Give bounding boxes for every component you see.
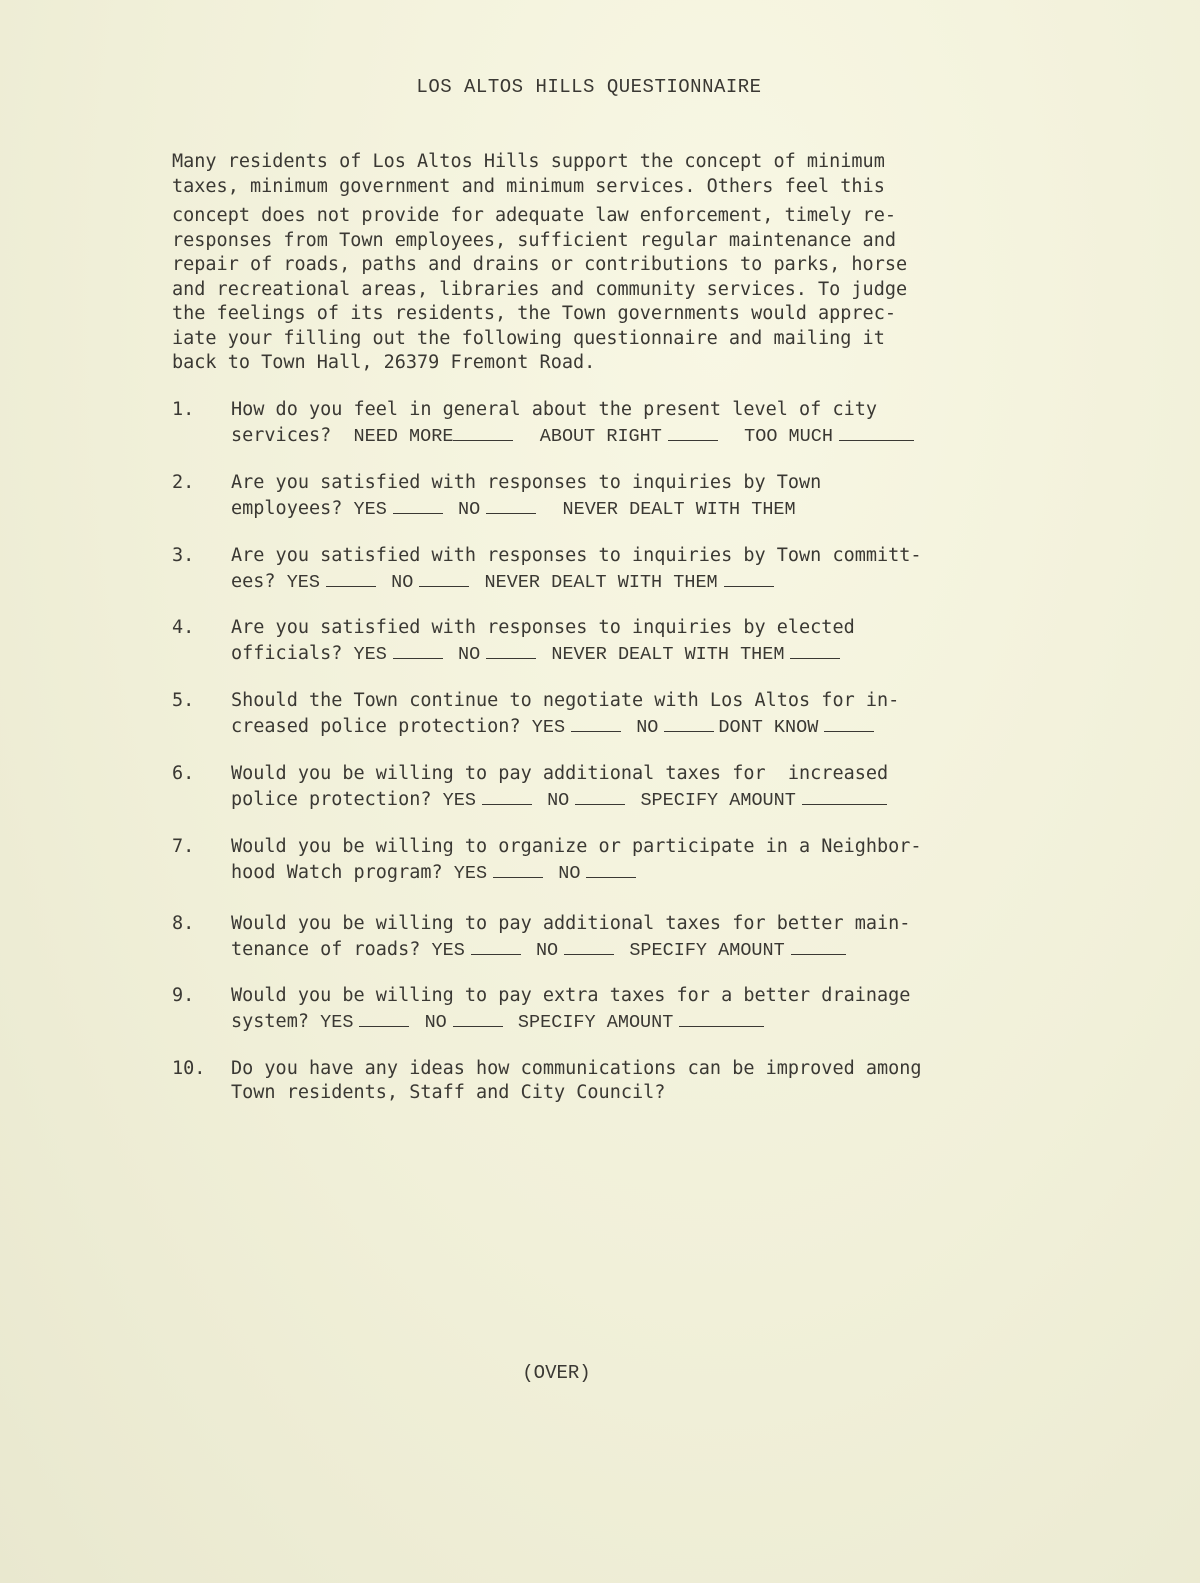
question-3 (172, 544, 1012, 617)
option-label: NEVER DEALT WITH THEM (551, 644, 785, 666)
option-label: YES (286, 571, 321, 593)
question-number: 3. (172, 544, 195, 566)
option-label: NO (636, 717, 659, 739)
question-answer-line (231, 936, 1011, 963)
question-number: 5. (172, 690, 195, 712)
question-text: Do you have any ideas how communications can be improved among (231, 1058, 922, 1080)
answer-blank[interactable] (802, 786, 887, 805)
answer-blank[interactable] (575, 786, 625, 805)
question-number: 8. (172, 912, 195, 934)
answer-blank[interactable] (664, 713, 714, 732)
question-number: 2. (172, 471, 195, 493)
answer-blank[interactable] (326, 568, 376, 587)
question-text: Would you be willing to organize or participate in a Neighbor- (231, 835, 922, 857)
option-label: YES (320, 1012, 354, 1034)
question-text-cont: Town residents, Staff and City Council? (231, 1082, 666, 1104)
question-6 (172, 762, 1012, 835)
intro-line: back to Town Hall, 26379 Fremont Road. (172, 352, 596, 373)
question-answer-line (231, 859, 1011, 886)
option-label: YES (453, 862, 488, 884)
question-answer-line (231, 568, 1011, 595)
option-label: YES (353, 644, 387, 666)
option-label: YES (442, 789, 476, 811)
answer-blank[interactable] (482, 786, 532, 805)
answer-blank[interactable] (486, 495, 536, 514)
answer-blank[interactable] (393, 495, 443, 514)
option-label: NO (424, 1012, 447, 1034)
option-label: NO (391, 571, 414, 593)
answer-blank[interactable] (471, 936, 521, 955)
answer-blank[interactable] (486, 640, 536, 659)
question-text: Would you be willing to pay additional taxes for increased (231, 762, 889, 784)
question-number: 7. (172, 835, 195, 857)
question-text: How do you feel in general about the present level of city (231, 399, 878, 420)
question-answer-line (231, 786, 1011, 813)
intro-line: repair of roads, paths and drains or contributions to parks, horse (172, 254, 908, 275)
question-answer-line (231, 640, 1011, 667)
intro-paragraph (172, 150, 992, 376)
answer-blank[interactable] (839, 422, 914, 441)
option-label: SPECIFY AMOUNT (640, 789, 796, 811)
answer-blank[interactable] (586, 859, 636, 878)
question-text-cont: system? (231, 1011, 309, 1033)
intro-line: Many residents of Los Altos Hills support the concept of minimum (172, 151, 885, 172)
question-answer-line (231, 1008, 1011, 1035)
option-label: NEVER DEALT WITH THEM (562, 498, 796, 520)
answer-blank[interactable] (359, 1008, 409, 1027)
option-label: SPECIFY AMOUNT (517, 1012, 674, 1034)
option-label: YES (531, 717, 566, 739)
option-label: YES (431, 939, 465, 961)
question-answer-line (231, 713, 1011, 740)
intro-line: taxes, minimum government and minimum services. Others feel this (172, 175, 885, 197)
intro-line: iate your filling out the following questionnaire and mailing it (172, 327, 885, 349)
question-10 (172, 1057, 1012, 1130)
question-number: 6. (172, 762, 195, 784)
question-2 (172, 471, 1012, 544)
answer-blank[interactable] (790, 640, 840, 659)
option-label: NO (547, 789, 570, 811)
question-4 (172, 616, 1012, 689)
option-label: NEVER DEALT WITH THEM (484, 571, 718, 593)
option-label: DONT KNOW (718, 717, 819, 739)
option-label: NO (535, 939, 559, 961)
answer-blank[interactable] (571, 713, 621, 732)
question-8 (172, 912, 1012, 985)
question-text: Would you be willing to pay additional taxes for better main- (231, 912, 911, 934)
option-label: NO (558, 862, 581, 884)
question-text-cont: officials? (231, 643, 343, 665)
answer-blank[interactable] (668, 422, 718, 441)
question-text-cont: services? (231, 425, 332, 446)
question-text: Are you satisfied with responses to inquiries by elected (231, 617, 855, 639)
question-answer-line (231, 495, 1011, 522)
intro-line: concept does not provide for adequate law enforcement, timely re- (172, 205, 896, 226)
answer-blank[interactable] (453, 422, 513, 441)
intro-line: the feelings of its residents, the Town governments would apprec- (172, 303, 896, 324)
question-5 (172, 689, 1012, 762)
question-list (172, 398, 1012, 1126)
question-1 (172, 398, 1012, 471)
question-text-cont: creased police protection? (231, 716, 521, 738)
option-label: YES (353, 498, 387, 520)
option-label: TOO MUCH (744, 426, 833, 447)
option-label: NO (457, 644, 481, 666)
question-answer-line (231, 422, 1011, 449)
intro-line: and recreational areas, libraries and community services. To judge (172, 278, 908, 300)
option-label: SPECIFY AMOUNT (629, 939, 785, 961)
question-text-cont: ees? (231, 570, 276, 592)
question-number: 1. (172, 399, 195, 420)
option-label: ABOUT RIGHT (539, 426, 662, 447)
question-text-cont: police protection? (231, 788, 432, 810)
answer-blank[interactable] (493, 859, 543, 878)
option-label: NO (457, 498, 481, 520)
question-number: 9. (172, 985, 195, 1007)
question-7 (172, 835, 1012, 908)
answer-blank[interactable] (724, 568, 774, 587)
question-text: Should the Town continue to negotiate with Los Altos for in- (231, 690, 900, 712)
question-text-cont: employees? (231, 497, 343, 519)
question-text-cont: hood Watch program? (231, 861, 443, 883)
question-number: 10. (172, 1058, 206, 1080)
question-text-cont: tenance of roads? (231, 938, 421, 960)
answer-blank[interactable] (419, 568, 469, 587)
question-9 (172, 984, 1012, 1057)
question-text: Are you satisfied with responses to inquiries by Town (231, 471, 822, 493)
over-note: (OVER) (522, 1362, 591, 1384)
option-label: NEED MORE (353, 426, 454, 447)
answer-blank[interactable] (791, 936, 846, 955)
answer-blank[interactable] (393, 640, 443, 659)
answer-blank[interactable] (679, 1008, 764, 1027)
answer-blank[interactable] (564, 936, 614, 955)
question-text: Would you be willing to pay extra taxes for a better drainage (231, 985, 911, 1007)
answer-blank[interactable] (824, 713, 874, 732)
answer-blank[interactable] (453, 1008, 503, 1027)
question-number: 4. (172, 617, 195, 639)
intro-line: responses from Town employees, sufficient regular maintenance and (172, 229, 896, 251)
question-text: Are you satisfied with responses to inquiries by Town committ- (231, 544, 922, 566)
page-title: LOS ALTOS HILLS QUESTIONNAIRE (416, 76, 762, 98)
